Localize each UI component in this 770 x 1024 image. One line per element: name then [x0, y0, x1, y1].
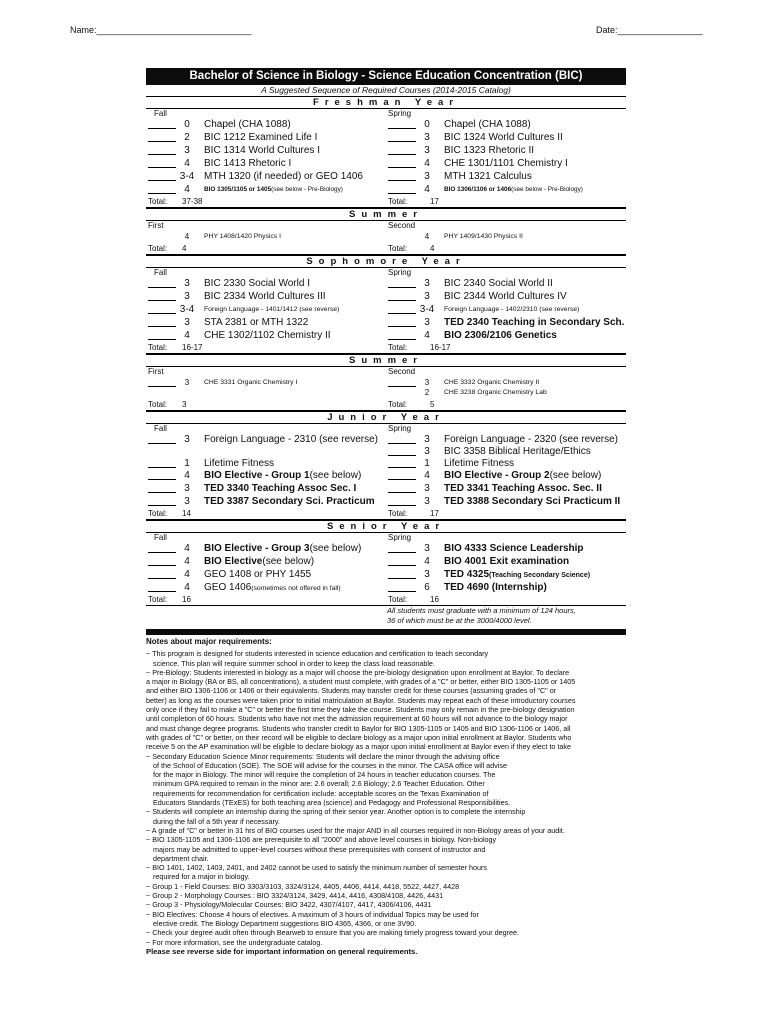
course-row — [146, 483, 626, 496]
note-line: science. This plan will require summer school in order to keep the class load reasonable. — [153, 658, 435, 668]
course-name: GEO 1406 — [204, 582, 252, 593]
note-line: ~ BIO Electives: Choose 4 hours of electives. A maximum of 3 hours of individual Topics may be used for — [146, 909, 479, 919]
checkoff-blank[interactable] — [388, 569, 416, 579]
note-line: ~ BIO 1401, 1402, 1403, 2401, and 2402 cannot be used to satisfy the minimum number of semester hours — [146, 863, 488, 873]
checkoff-blank[interactable] — [148, 291, 176, 301]
checkoff-blank[interactable] — [388, 171, 416, 181]
course-name: BIC 1212 Examined Life I — [204, 132, 318, 143]
hours-value: 4 — [184, 184, 190, 195]
checkoff-blank[interactable] — [388, 377, 416, 387]
checkoff-blank[interactable] — [148, 317, 176, 327]
course-name: BIC 3358 Biblical Heritage/Ethics — [444, 446, 591, 457]
checkoff-blank[interactable] — [388, 132, 416, 142]
graduation-note — [387, 606, 626, 626]
checkoff-blank[interactable] — [148, 171, 176, 181]
checkoff-blank[interactable] — [388, 291, 416, 301]
hours-value: 4 — [424, 184, 430, 195]
band-label: Summer — [348, 355, 423, 366]
summer1-totals — [146, 244, 626, 255]
course-note: (see below) — [549, 470, 602, 481]
fall-label: Fall — [154, 268, 167, 277]
course-name: TED 3388 Secondary Sci Practicum II — [444, 496, 621, 507]
course-name: BIO Elective - Group 2 — [444, 470, 550, 481]
hours-value: 3-4 — [419, 304, 435, 315]
course-row — [146, 556, 626, 569]
total-fall: 16 — [182, 595, 191, 604]
course-row — [146, 569, 626, 582]
band-label: Junior Year — [327, 412, 445, 423]
total-label: Total: — [388, 244, 408, 253]
hours-value: 3-4 — [179, 171, 195, 182]
course-name: CHE 1302/1102 Chemistry II — [204, 330, 331, 341]
course-name: TED 3341 Teaching Assoc. Sec. II — [444, 483, 602, 494]
hours-value: 2 — [184, 132, 190, 143]
sophomore-rows — [146, 278, 626, 343]
checkoff-blank[interactable] — [388, 470, 416, 480]
spring-label: Spring — [388, 533, 412, 542]
hours-value: 3 — [184, 145, 190, 156]
course-name: BIO Elective - Group 1 — [204, 470, 310, 481]
freshman-totals — [146, 197, 626, 208]
total-label: Total: — [388, 509, 408, 518]
total-second: 5 — [430, 400, 435, 409]
course-name: BIC 2330 Social World I — [204, 278, 310, 289]
checkoff-blank[interactable] — [388, 330, 416, 340]
course-name: CHE 3331 Organic Chemistry I — [204, 379, 298, 386]
checkoff-blank[interactable] — [148, 483, 176, 493]
hours-value: 3 — [184, 434, 190, 445]
date-field-label: Date:_________________ — [596, 25, 703, 35]
total-spring: 16-17 — [430, 343, 451, 352]
note-line: ~ Check your degree audit often through Bearweb to ensure that you are making timely progress toward your degree. — [146, 928, 519, 938]
hours-value: 3 — [424, 317, 430, 328]
course-name: BIC 1323 Rhetoric II — [444, 145, 535, 156]
hours-value: 4 — [184, 569, 190, 580]
checkoff-blank[interactable] — [388, 543, 416, 553]
course-row — [146, 291, 626, 304]
course-name: TED 4690 (Internship) — [444, 582, 547, 593]
hours-value: 3 — [424, 496, 430, 507]
course-name: MTH 1320 (if needed) or GEO 1406 — [204, 171, 363, 182]
note-line: receive 5 on the AP examination will be eligible to declare biology as a major upon initial enrollment at Baylor even if they elect to take — [146, 742, 571, 752]
course-name: BIC 2340 Social World II — [444, 278, 553, 289]
hours-value: 4 — [184, 470, 190, 481]
hours-value: 4 — [184, 158, 190, 169]
summer2-totals — [146, 400, 626, 411]
course-name: TED 3387 Secondary Sci. Practicum — [204, 496, 375, 507]
course-name: STA 2381 or MTH 1322 — [204, 317, 309, 328]
course-sequence-sheet — [146, 68, 626, 635]
fall-label: Fall — [154, 109, 167, 118]
course-note: (see below - Pre-Biology) — [511, 186, 583, 193]
hours-value: 4 — [184, 543, 190, 554]
total-label: Total: — [148, 343, 168, 352]
note-line: a major in Biology (BA or BS, all concentrations), a student must complete, with grades of a "C" or better, either BIO 1305-1105 or 1405 — [146, 677, 576, 687]
course-row — [146, 377, 626, 388]
course-name: TED 2340 Teaching in Secondary Sch. — [444, 317, 625, 328]
checkoff-blank[interactable] — [148, 145, 176, 155]
hours-value: 4 — [424, 330, 430, 341]
course-name: Foreign Language - 1402/2310 (see reverse) — [444, 306, 580, 313]
hours-value: 3 — [184, 483, 190, 494]
checkoff-blank[interactable] — [148, 119, 176, 129]
hours-value: 4 — [184, 582, 190, 593]
checkoff-blank[interactable] — [148, 377, 176, 387]
fall-label: Fall — [154, 533, 167, 542]
hours-value: 4 — [424, 158, 430, 169]
spring-label: Spring — [388, 268, 412, 277]
course-row — [146, 446, 626, 458]
note-line: ~ This program is designed for students interested in science education and certification to teach secondary — [146, 649, 489, 659]
course-row — [146, 119, 626, 132]
checkoff-blank[interactable] — [388, 317, 416, 327]
total-first: 3 — [182, 400, 187, 409]
hours-value: 4 — [424, 556, 430, 567]
checkoff-blank[interactable] — [148, 304, 176, 314]
checkoff-blank[interactable] — [388, 582, 416, 592]
course-name: PHY 1408/1420 Physics I — [204, 233, 281, 240]
course-name: Foreign Language - 2310 (see reverse) — [204, 434, 378, 445]
note-line: majors may be admitted to upper-level courses without these prerequisites with consent of instructor and — [153, 844, 486, 854]
note-line: ~ BIO 1305-1105 and 1306-1106 are prerequisite to all "2000" and above level courses in biology. Non-biology — [146, 835, 497, 845]
total-label: Total: — [148, 400, 168, 409]
course-name: Chapel (CHA 1088) — [204, 119, 291, 130]
first-label: First — [148, 367, 164, 376]
checkoff-blank[interactable] — [148, 184, 176, 194]
course-row — [146, 330, 626, 343]
hours-value: 3 — [424, 483, 430, 494]
course-row — [146, 171, 626, 184]
course-name: BIO 1306/1106 or 1406 — [444, 186, 512, 193]
total-spring: 16 — [430, 595, 439, 604]
course-row — [146, 458, 626, 470]
hours-value: 1 — [424, 458, 430, 469]
hours-value: 1 — [184, 458, 190, 469]
note-line: for the major in Biology. The minor will require the completion of 24 hours in teacher education courses. The — [153, 770, 496, 780]
course-name: TED 4325 — [444, 569, 490, 580]
note-line: ~ A grade of "C" or better in 31 hrs of BIO courses used for the major AND in all courses required in non-Biology areas of your audit. — [146, 825, 565, 835]
hours-value: 3 — [424, 171, 430, 182]
hours-value: 3 — [424, 446, 430, 457]
hours-value: 2 — [424, 388, 430, 397]
checkoff-blank[interactable] — [388, 556, 416, 566]
note-line: required for a major in biology. — [153, 872, 250, 882]
page-title: Bachelor of Science in Biology - Science Education Concentration (BIC) — [146, 68, 626, 85]
summer-band — [146, 354, 626, 367]
note-line: until completion of 60 hours. Students who have not met the admission requirement at 60 hours will not advance to the biology major — [146, 714, 568, 724]
junior-band — [146, 411, 626, 424]
course-name: PHY 1409/1430 Physics II — [444, 233, 523, 240]
sophomore-band — [146, 255, 626, 268]
freshman-rows — [146, 119, 626, 197]
band-label: Freshman Year — [313, 97, 459, 108]
course-name: MTH 1321 Calculus — [444, 171, 532, 182]
course-note: (see below) — [309, 470, 362, 481]
first-label: First — [148, 221, 164, 230]
freshman-band — [146, 96, 626, 109]
total-label: Total: — [148, 244, 168, 253]
divider-bar — [146, 629, 626, 635]
checkoff-blank[interactable] — [388, 434, 416, 444]
note-line: minimum GPA required to remain in the minor are: 2.6 overall; 2.6 Biology; 2.6 Teacher Education. Other — [153, 779, 485, 789]
hours-value: 3 — [424, 132, 430, 143]
course-row — [146, 388, 626, 398]
total-fall: 16-17 — [182, 343, 203, 352]
second-label: Second — [388, 221, 416, 230]
total-first: 4 — [182, 244, 187, 253]
course-name: CHE 1301/1101 Chemistry I — [444, 158, 568, 169]
band-label: Summer — [348, 209, 423, 220]
junior-totals — [146, 509, 626, 520]
note-line: of the School of Education (SOE). The SOE will advise for the courses in the minor. The CASA office will advise — [153, 760, 507, 770]
course-name: BIC 2344 World Cultures IV — [444, 291, 567, 302]
course-name: BIO 4333 Science Leadership — [444, 543, 584, 554]
hours-value: 0 — [184, 119, 190, 130]
note-line: department chair. — [153, 853, 209, 863]
total-second: 4 — [430, 244, 435, 253]
senior-totals — [146, 595, 626, 606]
checkoff-blank[interactable] — [388, 184, 416, 194]
course-name: Foreign Language - 1401/1412 (see reverse) — [204, 306, 340, 313]
hours-value: 3-4 — [179, 304, 195, 315]
hours-value: 3 — [184, 317, 190, 328]
second-label: Second — [388, 367, 416, 376]
checkoff-blank[interactable] — [388, 496, 416, 506]
checkoff-blank[interactable] — [148, 278, 176, 288]
course-row — [146, 496, 626, 509]
checkoff-blank[interactable] — [148, 582, 176, 592]
checkoff-blank[interactable] — [148, 470, 176, 480]
hours-value: 4 — [184, 556, 190, 567]
note-line: ~ Secondary Education Science Minor requirements: Students will declare the minor through the advising office — [146, 751, 500, 761]
hours-value: 3 — [184, 278, 190, 289]
course-row — [146, 132, 626, 145]
hours-value: 3 — [184, 378, 190, 387]
checkoff-blank[interactable] — [148, 496, 176, 506]
course-note: (see below) — [309, 543, 362, 554]
hours-value: 0 — [424, 119, 430, 130]
course-row — [146, 317, 626, 330]
course-note: (see below - Pre-Biology) — [271, 186, 343, 193]
hours-value: 3 — [424, 569, 430, 580]
course-row — [146, 434, 626, 446]
note-line: ~ Group 3 - Physiology/Molecular Courses: BIO 3422, 4307/4107, 4417, 4306/4106, 4431 — [146, 900, 432, 910]
checkoff-blank[interactable] — [388, 145, 416, 155]
course-row — [146, 158, 626, 171]
course-note: (Teaching Secondary Science) — [489, 572, 591, 579]
course-name: GEO 1408 or PHY 1455 — [204, 569, 312, 580]
hours-value: 6 — [424, 582, 430, 593]
course-name: BIC 1324 World Cultures II — [444, 132, 563, 143]
checkoff-blank[interactable] — [148, 543, 176, 553]
hours-value: 3 — [424, 434, 430, 445]
note-line: elective credit. The Biology Department suggestions BIO 4365, 4366, or one 3V90. — [153, 918, 417, 928]
course-name: CHE 3332 Organic Chemistry II — [444, 379, 540, 386]
course-name: BIC 1314 World Cultures I — [204, 145, 320, 156]
checkoff-blank[interactable] — [388, 158, 416, 168]
course-name: BIO Elective — [204, 556, 263, 567]
total-label: Total: — [388, 400, 408, 409]
note-line: only once if they fail to make a "C" or better the first time they take the course. Students may only remain in the pre-biology designation — [146, 705, 575, 715]
total-label: Total: — [148, 595, 168, 604]
checkoff-blank[interactable] — [388, 458, 416, 468]
senior-band — [146, 520, 626, 533]
course-row — [146, 184, 626, 197]
band-label: Senior Year — [326, 521, 446, 532]
checkoff-blank[interactable] — [388, 483, 416, 493]
total-spring: 17 — [430, 197, 439, 206]
total-label: Total: — [148, 197, 168, 206]
note-line: with grades of "C" or better, on their record will be eligible to declare biology as a major upon initial enrollment at Baylor. Students who — [146, 732, 572, 742]
note-line: and either BIO 1306-1106 or 1406 or their equivalents. Students may transfer credit for these courses (assuming grades of "C" or — [146, 686, 557, 696]
note-line: requirements for recommendation for certification include: acceptable scores on the Texas Examination of — [153, 788, 489, 798]
note-line: ~ Pre-Biology: Students interested in biology as a major will choose the pre-biology designation upon enrollment at Baylor. To declare — [146, 667, 570, 677]
hours-value: 3 — [424, 543, 430, 554]
total-label: Total: — [388, 343, 408, 352]
hours-value: 3 — [424, 278, 430, 289]
note-line: and must change degree programs. Students who transfer credit to Baylor for BIO 1305-1105 or 1405 and BIO 1306-1106 or 1406, all — [146, 723, 571, 733]
total-spring: 17 — [430, 509, 439, 518]
hours-value: 4 — [424, 232, 430, 241]
total-label: Total: — [388, 197, 408, 206]
hours-value: 3 — [424, 145, 430, 156]
summer-band — [146, 208, 626, 221]
notes-heading: Notes about major requirements: — [146, 637, 272, 646]
checkoff-blank[interactable] — [388, 304, 416, 314]
note-line: better) as long as the courses were taken prior to initial matriculation at Baylor. Students may repeat each of these introductory courses — [146, 695, 576, 705]
note-line: ~ Group 1 - Field Courses: BIO 3303/3103, 3324/3124, 4405, 4406, 4414, 4418, 5522, 4427, 4428 — [146, 881, 460, 891]
hours-value: 3 — [424, 378, 430, 387]
course-row — [146, 145, 626, 158]
notes-footer: Please see reverse side for important information on general requirements. — [146, 946, 418, 956]
note-line: ~ Group 2 - Morphology Courses : BIO 3324/3124, 3429, 4414, 4416, 4308/4108, 4426, 4431 — [146, 891, 444, 901]
major-requirements-notes — [146, 637, 626, 956]
band-label: Sophomore Year — [306, 256, 466, 267]
checkoff-blank[interactable] — [148, 569, 176, 579]
course-row — [146, 304, 626, 317]
checkoff-blank[interactable] — [148, 330, 176, 340]
course-name: Lifetime Fitness — [444, 458, 515, 469]
course-note: (sometimes not offered in fall) — [251, 585, 341, 592]
catalog-subtitle: A Suggested Sequence of Required Courses (2014-2015 Catalog) — [261, 85, 511, 95]
checkoff-blank[interactable] — [388, 119, 416, 129]
hours-value: 4 — [184, 232, 190, 241]
hours-value: 3 — [184, 496, 190, 507]
course-name: Chapel (CHA 1088) — [444, 119, 531, 130]
checkoff-blank[interactable] — [388, 278, 416, 288]
hours-value: 3 — [184, 291, 190, 302]
graduation-note-line: All students must graduate with a minimum of 124 hours, — [387, 606, 576, 615]
course-name: TED 3340 Teaching Assoc Sec. I — [204, 483, 357, 494]
checkoff-blank[interactable] — [148, 132, 176, 142]
name-field-label: Name:_______________________________ — [70, 25, 252, 35]
total-fall: 14 — [182, 509, 191, 518]
course-name: BIO Elective - Group 3 — [204, 543, 310, 554]
note-line: ~ For more information, see the undergraduate catalog. — [146, 937, 323, 947]
course-note: (see below) — [262, 556, 315, 567]
note-line: Educators Standards (TExES) for both teaching area (science) and Pedagogy and Professional Responsibilities. — [153, 798, 511, 808]
checkoff-blank[interactable] — [148, 458, 176, 468]
course-row — [146, 231, 626, 244]
spring-label: Spring — [388, 424, 412, 433]
note-line: ~ Students will complete an internship during the spring of their senior year. Another option is to complete the internship — [146, 807, 526, 817]
total-fall: 37-38 — [182, 197, 203, 206]
course-row — [146, 278, 626, 291]
course-row — [146, 543, 626, 556]
course-name: CHE 3238 Organic Chemistry Lab — [444, 389, 547, 396]
course-name: Lifetime Fitness — [204, 458, 275, 469]
hours-value: 3 — [424, 291, 430, 302]
total-label: Total: — [148, 509, 168, 518]
course-row — [146, 470, 626, 483]
course-name: BIC 1413 Rhetoric I — [204, 158, 292, 169]
total-label: Total: — [388, 595, 408, 604]
course-name: BIC 2334 World Cultures III — [204, 291, 326, 302]
graduation-note-line: 36 of which must be at the 3000/4000 level. — [387, 616, 532, 625]
hours-value: 4 — [184, 330, 190, 341]
course-name: BIO 1305/1105 or 1405 — [204, 186, 272, 193]
hours-value: 4 — [424, 470, 430, 481]
fall-label: Fall — [154, 424, 167, 433]
course-name: BIO 4001 Exit examination — [444, 556, 570, 567]
checkoff-blank[interactable] — [148, 434, 176, 444]
course-name: Foreign Language - 2320 (see reverse) — [444, 434, 618, 445]
sophomore-totals — [146, 343, 626, 354]
checkoff-blank[interactable] — [148, 556, 176, 566]
course-name: BIO 2306/2106 Genetics — [444, 330, 557, 341]
spring-label: Spring — [388, 109, 412, 118]
note-line: during the fall of a 5th year if necessary. — [153, 816, 280, 826]
course-row — [146, 582, 626, 595]
checkoff-blank[interactable] — [148, 158, 176, 168]
checkoff-blank[interactable] — [388, 446, 416, 456]
